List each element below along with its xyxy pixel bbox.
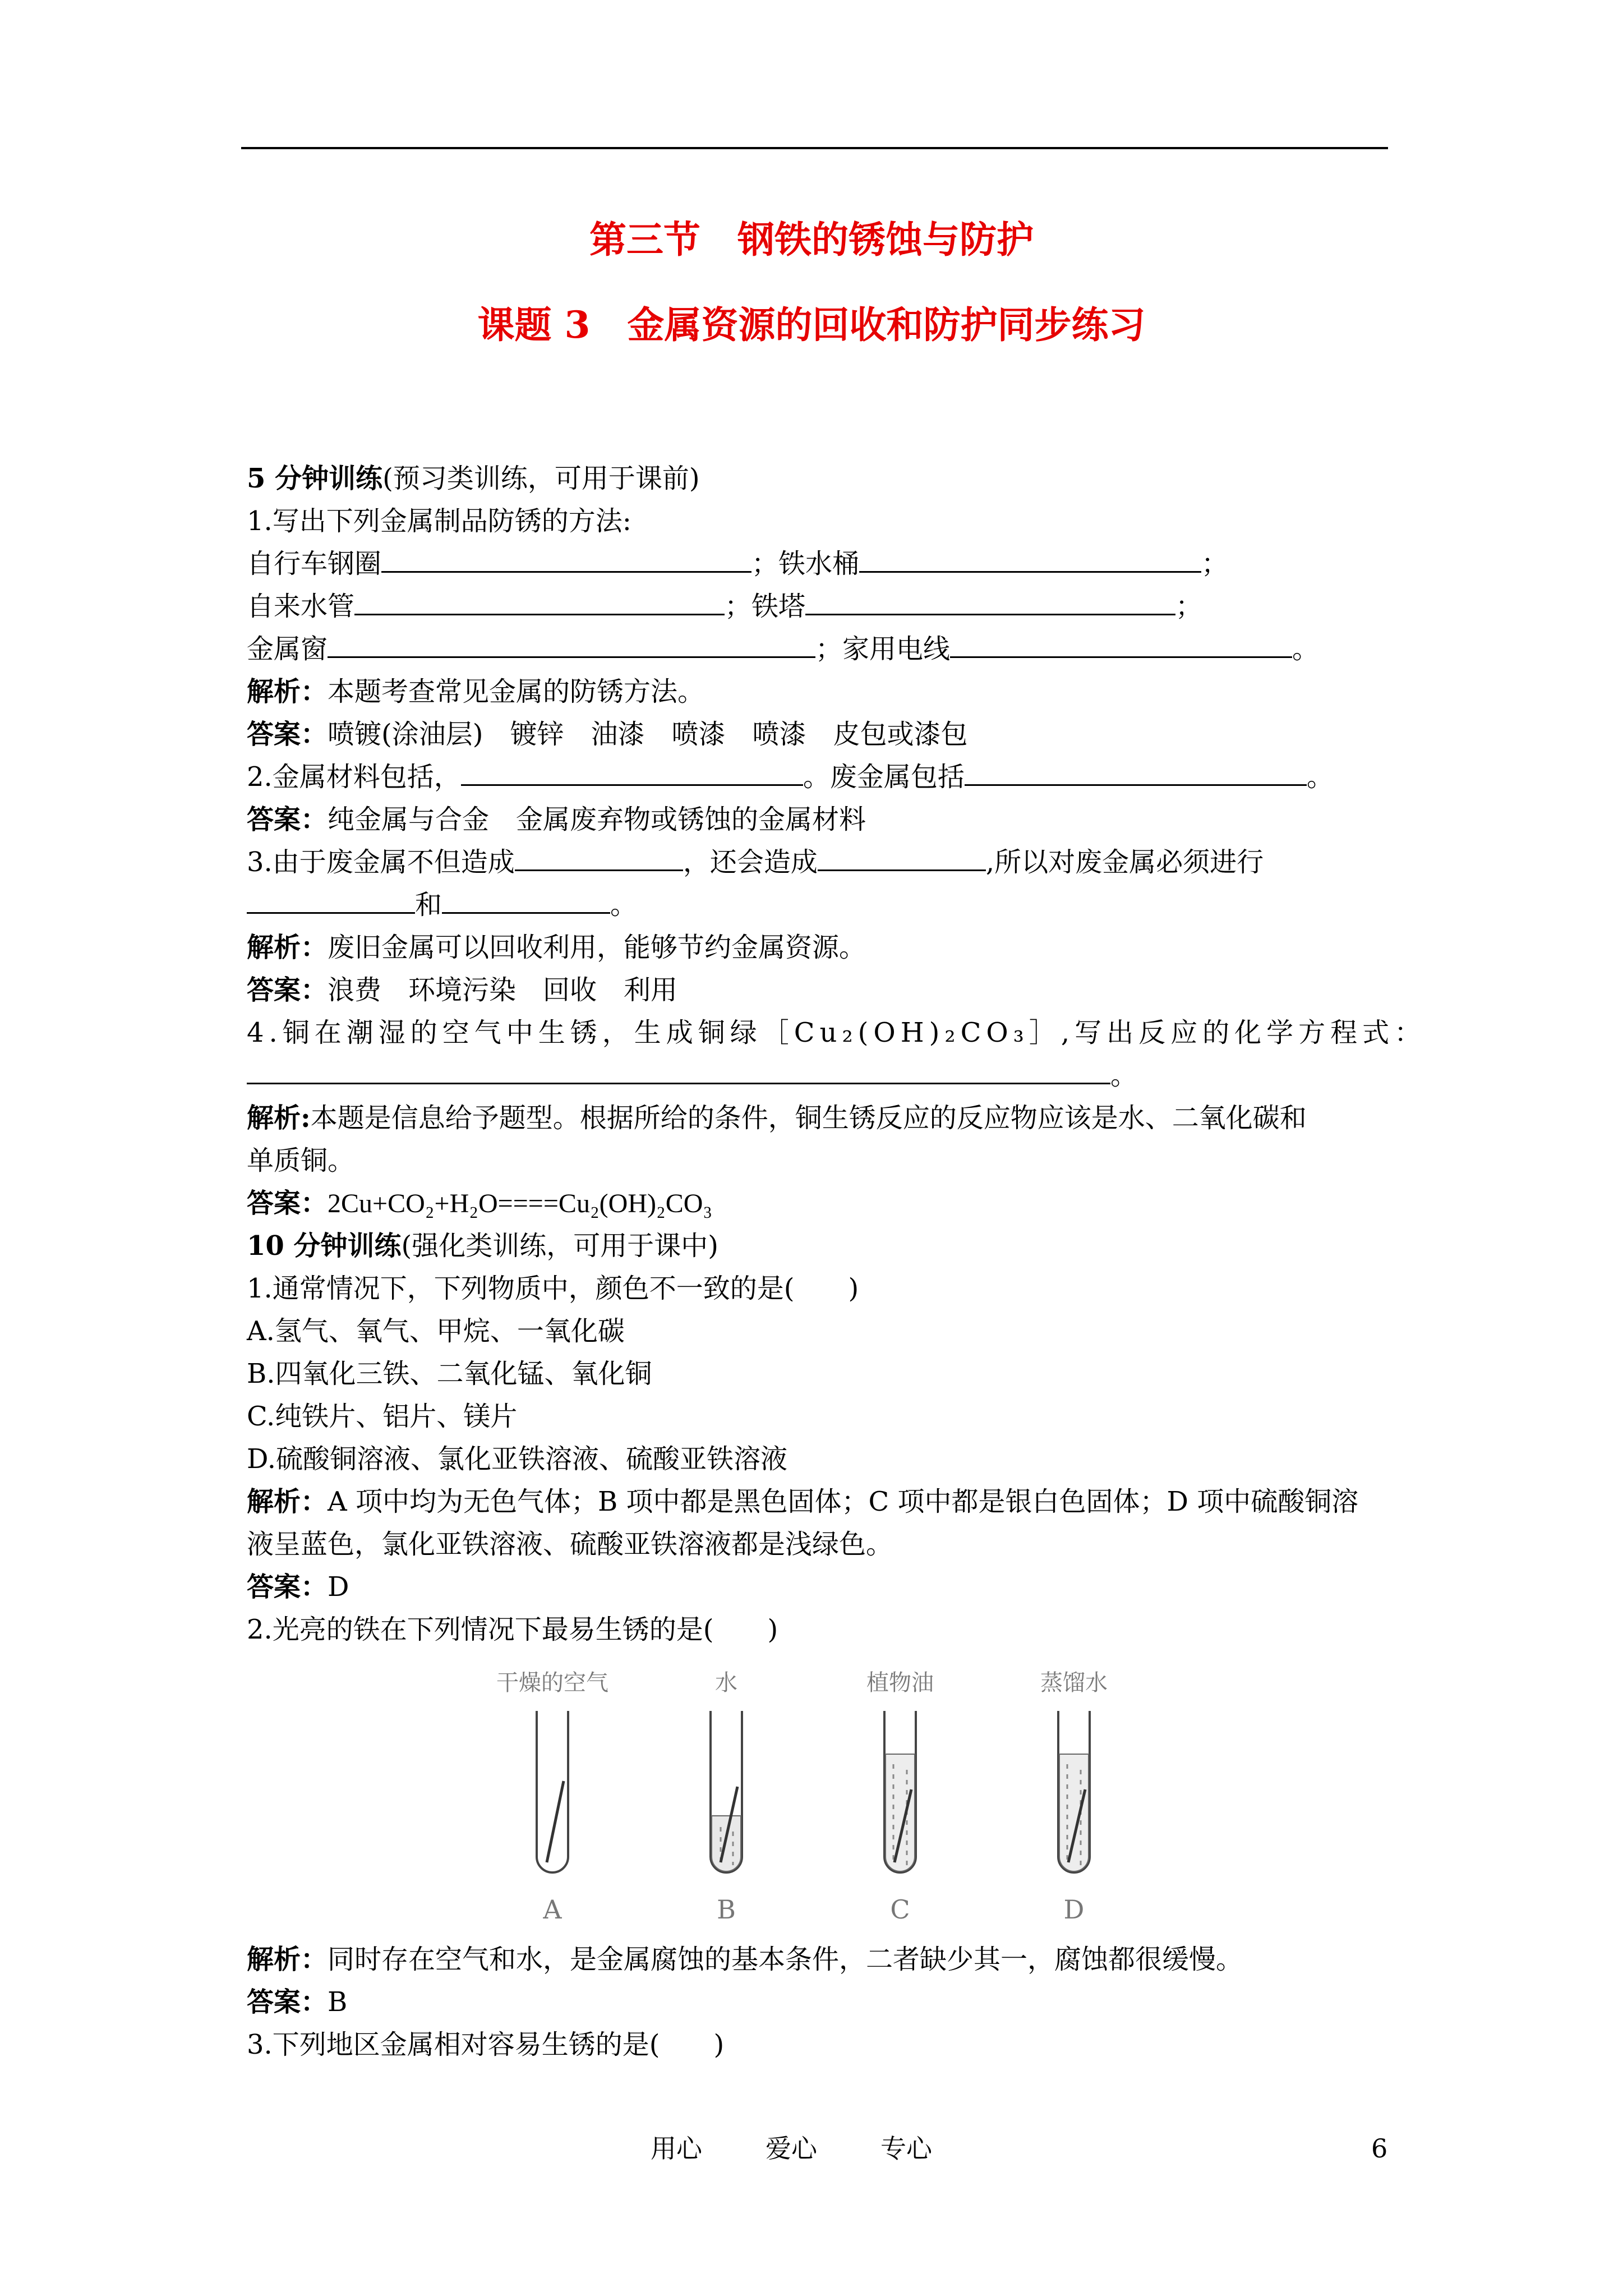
answer-blank[interactable] — [950, 629, 1292, 658]
mc2-stem: 2.光亮的铁在下列情况下最易生锈的是( ) — [247, 1614, 778, 1645]
tube-label-c: 植物油 — [866, 1670, 934, 1696]
q2-stem: 2.金属材料包括， 。废金属包括 。 — [247, 756, 1391, 798]
page-subtitle: 课题 3 金属资源的回收和防护同步练习 — [477, 303, 1146, 347]
q1-answer: 答案：喷镀(涂油层) 镀锌 油漆 喷漆 喷漆 皮包或漆包 — [247, 719, 968, 750]
q1-analysis: 解析：本题考查常见金属的防锈方法。 — [247, 676, 705, 707]
page-number: 6 — [1371, 2133, 1388, 2164]
distilled-water-d — [1059, 1754, 1089, 1871]
answer-blank[interactable] — [442, 885, 610, 914]
footer-motto-3: 专心 — [880, 2133, 932, 2164]
answer-blank[interactable] — [328, 629, 815, 658]
exercise-body — [247, 457, 1427, 1651]
test-tube-figure — [468, 1663, 1158, 1932]
answer-blank[interactable] — [247, 885, 415, 914]
footer-motto-1: 用心 — [651, 2133, 702, 2164]
mc1-answer: 答案：D — [247, 1571, 349, 1603]
answer-blank[interactable] — [859, 544, 1201, 573]
tube-liquids — [712, 1754, 1089, 1871]
header-rule — [241, 147, 1388, 149]
mc1-option-c: C.纯铁片、铝片、镁片 — [247, 1401, 518, 1432]
q3-stem-line2: 和 。 — [247, 884, 1391, 926]
section-heading-10min: 10 分钟训练(强化类训练，可用于课中) — [247, 1230, 718, 1262]
q1-row-2: 自来水管 ；铁塔 ； — [247, 585, 1391, 628]
answer-blank[interactable] — [805, 587, 1175, 615]
mc1-option-a: A.氢气、氧气、甲烷、一氧化碳 — [247, 1315, 625, 1347]
tube-letter-d: D — [1063, 1894, 1085, 1925]
tube-label-a: 干燥的空气 — [496, 1670, 608, 1696]
answer-blank[interactable] — [381, 544, 751, 573]
q1-row-1: 自行车钢圈 ；铁水桶 ； — [247, 542, 1391, 585]
mc1-option-d: D.硫酸铜溶液、氯化亚铁溶液、硫酸亚铁溶液 — [247, 1443, 788, 1475]
tube-label-b: 水 — [715, 1670, 737, 1696]
mc3-stem: 3.下列地区金属相对容易生锈的是( ) — [247, 2029, 725, 2060]
answer-blank[interactable] — [515, 843, 683, 871]
mc1-stem: 1.通常情况下，下列物质中，颜色不一致的是( ) — [247, 1273, 859, 1304]
mc2-analysis: 解析：同时存在空气和水，是金属腐蚀的基本条件，二者缺少其一，腐蚀都很缓慢。 — [247, 1944, 1243, 1975]
answer-blank[interactable] — [461, 757, 803, 786]
iron-nails — [547, 1781, 1085, 1862]
mc2-answer: 答案：B — [247, 1986, 348, 2018]
exercise-body-continued — [247, 1938, 1391, 2066]
tube-letter-b: B — [717, 1894, 736, 1925]
q3-stem-line1: 3.由于废金属不但造成 ，还会造成 ,所以对废金属必须进行 — [247, 841, 1391, 884]
q4-stem: 4.铜在潮湿的空气中生锈，生成铜绿［Cu₂(OH)₂CO₃］,写出反应的化学方程式： — [247, 1017, 1427, 1048]
q4-analysis-line1: 解析:本题是信息给予题型。根据所给的条件，铜生锈反应的反应物应该是水、二氧化碳和 — [247, 1102, 1307, 1134]
tube-letter-a: A — [543, 1894, 562, 1925]
oil-c — [886, 1754, 915, 1871]
q3-answer: 答案：浪费 环境污染 回收 利用 — [247, 974, 678, 1006]
q4-answer: 答案：2Cu+CO₂+H₂O====Cu₂(OH)₂CO₃ — [247, 1188, 713, 1219]
mc1-option-b: B.四氧化三铁、二氧化锰、氧化铜 — [247, 1358, 652, 1389]
q4-analysis-line2: 单质铜。 — [247, 1145, 355, 1176]
section-heading-5min: 5 分钟训练(预习类训练，可用于课前) — [247, 463, 700, 494]
page-title: 第三节 钢铁的锈蚀与防护 — [589, 218, 1034, 261]
test-tube-a — [537, 1711, 568, 1872]
q4-blank-line: 。 — [247, 1054, 1391, 1097]
tube-label-d: 蒸馏水 — [1040, 1670, 1108, 1696]
mc1-analysis-line1: 解析：A 项中均为无色气体；B 项中都是黑色固体；C 项中都是银白色固体；D 项中硫酸铜溶 — [247, 1486, 1359, 1517]
q1-stem: 1.写出下列金属制品防锈的方法: — [247, 505, 631, 537]
answer-blank[interactable] — [354, 587, 725, 615]
q1-row-3: 金属窗 ；家用电线 。 — [247, 628, 1391, 670]
q2-answer: 答案：纯金属与合金 金属废弃物或锈蚀的金属材料 — [247, 804, 866, 835]
footer-motto-2: 爱心 — [766, 2133, 817, 2164]
answer-blank[interactable] — [965, 757, 1307, 786]
q3-analysis: 解析：废旧金属可以回收利用，能够节约金属资源。 — [247, 932, 866, 963]
answer-blank[interactable] — [818, 843, 986, 871]
answer-blank[interactable] — [247, 1056, 1110, 1084]
mc1-analysis-line2: 液呈蓝色，氯化亚铁溶液、硫酸亚铁溶液都是浅绿色。 — [247, 1529, 893, 1560]
tube-letter-c: C — [890, 1894, 910, 1925]
